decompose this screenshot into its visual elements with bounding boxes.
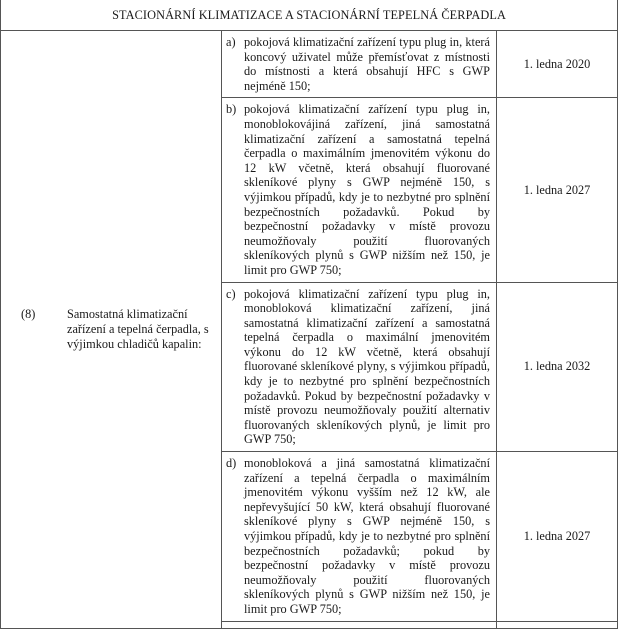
item-b-cell [222, 98, 497, 282]
item-d-letter: d) [226, 456, 237, 471]
next-date-cell [497, 621, 618, 628]
item-d-date: 1. ledna 2027 [497, 452, 618, 622]
item-c-letter: c) [226, 286, 236, 301]
section-title: STACIONÁRNÍ KLIMATIZACE A STACIONÁRNÍ TEPELNÁ ČERPADLA [1, 0, 618, 31]
category-cell [1, 31, 222, 629]
next-item-cell [222, 621, 497, 628]
item-a-date: 1. ledna 2020 [497, 31, 618, 98]
item-b-text: pokojová klimatizační zařízení typu plug in, monoblokovájiná zařízení, jiná samostatná klimatizační zařízení a samostatná tepelná čerpadla o maximálním jmenovitém výkonu do 12 kW včetně, která obsahují fluorované skleníkové plyny s GWP nejméně 150, s výjimkou případů, kdy je to nezbytné pro splnění bezpečnostních požadavků. Pokud by bezpečnostní požadavky v místě provozu neumožňovaly použití fluorovaných skleníkových plynů s GWP nižším než 150, je limit pro GWP 750; [244, 102, 490, 277]
item-a-cell [222, 31, 497, 98]
item-d-cell [222, 452, 497, 622]
category-number: (8) [21, 307, 36, 322]
item-a-letter: a) [226, 35, 236, 49]
item-b-letter: b) [226, 102, 237, 117]
item-c-date: 1. ledna 2032 [497, 282, 618, 452]
item-d-text: monobloková a jiná samostatná klimatizační zařízení a tepelná čerpadla o maximálním jmenovitém výkonu vyšším než 12 kW, ale nepřevyšující 50 kW, která obsahují fluorované skleníkové plyny s GWP nejméně 150, s výjimkou případů, kdy je to nezbytné pro splnění bezpečnostních požadavků; pokud by bezpečnostní požadavky v místě provozu neumožňovaly použití fluorovaných skleníkových plynů s GWP nižším než 150, je limit pro GWP 750; [244, 456, 490, 616]
category-text: Samostatná klimatizační zařízení a tepelná čerpadla, s výjimkou chladičů kapalin: [67, 307, 209, 351]
item-a-text: pokojová klimatizační zařízení typu plug in, která koncový uživatel může přemísťovat z místnosti do místnosti a která obsahují HFC s GWP nejméně 150; [244, 35, 490, 93]
item-c-text: pokojová klimatizační zařízení typu plug in, monobloková klimatizační zařízení, jiná samostatná klimatizační zařízení a samostatná tepelná čerpadla o maximální jmenovitém výkonu do 12 kW včetně, která obsahují fluorované skleníkové plyny, s výjimkou případů, kdy je to nezbytné pro splnění bezpečnostních požadavků. Pokud by bezpečnostní požadavky v místě provozu neumožňovaly použití alternativ fluorovaných skleníkových plynů, je limit pro GWP 750; [244, 286, 490, 447]
item-b-date: 1. ledna 2027 [497, 98, 618, 282]
item-c-cell [222, 282, 497, 452]
